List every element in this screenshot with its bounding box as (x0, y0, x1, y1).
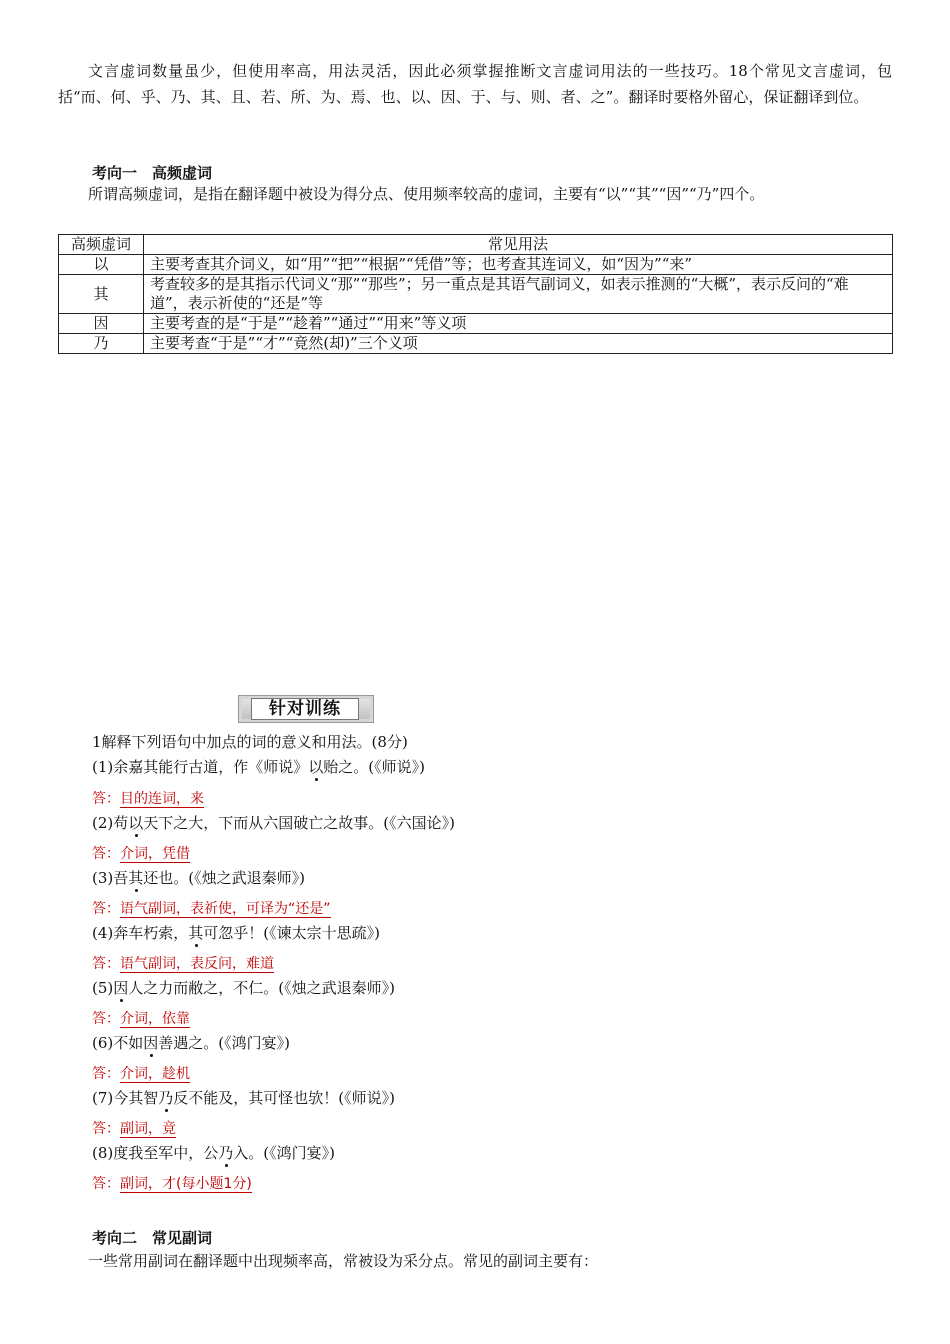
emphasis-dot-word: 因 (113, 979, 129, 997)
table-cell-usage: 考查较多的是其指示代词义“那”“那些”；另一重点是其语气副词义，如表示推测的“大概”，表示反问的“难道”，表示祈使的“还是”等 (144, 275, 893, 314)
table-row (59, 334, 893, 354)
exercise-question: (1)余嘉其能行古道，作《师说》以贻之。(《师说》) (92, 758, 425, 776)
table-cell-word: 其 (59, 275, 144, 314)
section2-description: 一些常用副词在翻译题中出现频率高，常被设为采分点。常见的副词主要有： (88, 1252, 599, 1270)
table-cell-word: 因 (59, 314, 144, 334)
exercise-answer: 答：介词，凭借 (92, 846, 190, 862)
exercise-answer: 答：目的连词，来 (92, 791, 204, 807)
table-cell-usage: 主要考查“于是”“才”“竟然(却)”三个义项 (144, 334, 893, 354)
section1-heading: 考向一 高频虚词 (92, 164, 213, 182)
intro-paragraph: 文言虚词数量虽少，但使用率高，用法灵活，因此必须掌握推断文言虚词用法的一些技巧。18个常见文言虚词，包括“而、何、乎、乃、其、且、若、所、为、焉、也、以、因、于、与、则、者、之”。翻译时要格外留心，保证翻译到位。 (58, 62, 892, 106)
exercise-question: (4)奔车朽索，其可忽乎！(《谏太宗十思疏》) (92, 924, 380, 942)
exercise-answer: 答：副词，才(每小题1分) (92, 1176, 252, 1192)
exercise-answer: 答：副词，竟 (92, 1121, 176, 1137)
table-row (59, 314, 893, 334)
exercise-answer: 答：介词，依靠 (92, 1011, 190, 1027)
table-row (59, 255, 893, 275)
exercise-question: (8)度我至军中，公乃入。(《鸿门宴》) (92, 1144, 335, 1162)
exercise-question: (2)苟以天下之大，下而从六国破亡之故事。(《六国论》) (92, 814, 455, 832)
emphasis-dot-word: 乃 (218, 1144, 234, 1162)
exercise-question: (5)因人之力而敝之，不仁。(《烛之武退秦师》) (92, 979, 395, 997)
exercise-answer: 答：语气副词，表祈使，可译为“还是” (92, 901, 331, 917)
exercise-badge-label: 针对训练 (251, 698, 359, 720)
table-header-word: 高频虚词 (59, 235, 144, 255)
emphasis-dot-word: 其 (188, 924, 204, 942)
section2-heading: 考向二 常见副词 (92, 1229, 213, 1247)
exercise-badge (238, 695, 374, 723)
table-cell-word: 以 (59, 255, 144, 275)
table-row (59, 275, 893, 314)
emphasis-dot-word: 乃 (158, 1089, 174, 1107)
exercise-question: (6)不如因善遇之。(《鸿门宴》) (92, 1034, 290, 1052)
emphasis-dot-word: 以 (128, 814, 144, 832)
table-cell-usage: 主要考查其介词义，如“用”“把”“根据”“凭借”等；也考查其连词义，如“因为”“来” (144, 255, 893, 275)
emphasis-dot-word: 因 (143, 1034, 159, 1052)
high-frequency-table (58, 234, 893, 354)
exercise-answer: 答：语气副词，表反问，难道 (92, 956, 274, 972)
exercise-title: 1解释下列语句中加点的词的意义和用法。(8分) (92, 733, 408, 751)
exercise-question: (3)吾其还也。(《烛之武退秦师》) (92, 869, 305, 887)
table-header-usage: 常见用法 (144, 235, 893, 255)
exercise-question: (7)今其智乃反不能及，其可怪也欤！(《师说》) (92, 1089, 395, 1107)
table-header-row (59, 235, 893, 255)
table-cell-word: 乃 (59, 334, 144, 354)
section1-description: 所谓高频虚词，是指在翻译题中被设为得分点、使用频率较高的虚词，主要有“以”“其”“因”“乃”四个。 (88, 185, 765, 203)
emphasis-dot-word: 以 (308, 758, 324, 776)
emphasis-dot-word: 其 (128, 869, 144, 887)
exercise-answer: 答：介词，趁机 (92, 1066, 190, 1082)
table-cell-usage: 主要考查的是“于是”“趁着”“通过”“用来”等义项 (144, 314, 893, 334)
